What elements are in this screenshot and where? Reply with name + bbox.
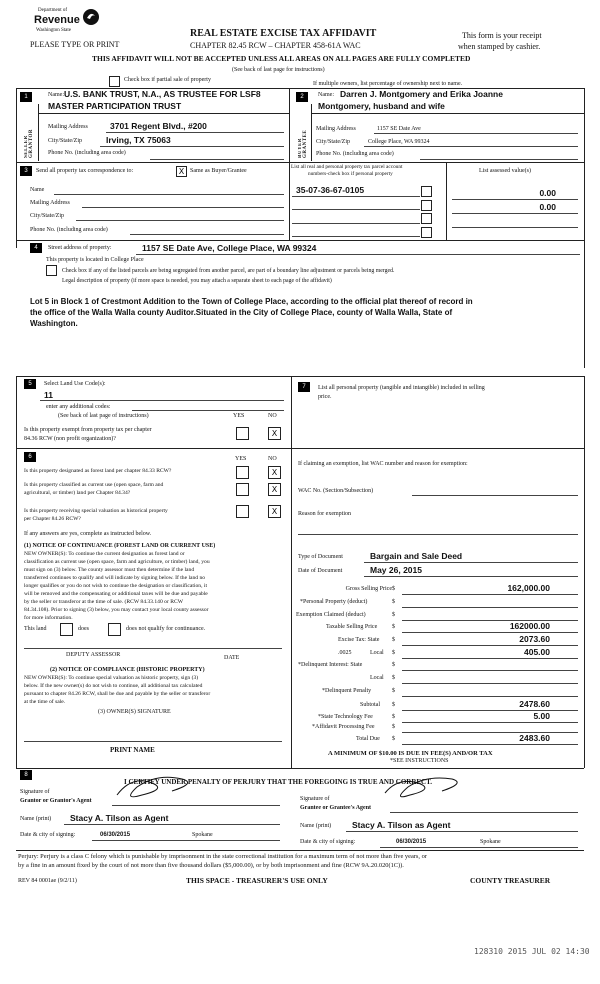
- section-6-number: 6: [24, 452, 36, 462]
- exempt-yes-checkbox[interactable]: [236, 427, 249, 440]
- street-label: Street address of property:: [48, 245, 112, 251]
- affidavit-fee-label: *Affidavit Processing Fee: [312, 724, 375, 730]
- assessed-value-2: 0.00: [539, 202, 556, 212]
- rev-number: REV 84 0001ae (9/2/11): [18, 878, 77, 884]
- forest-yes-checkbox[interactable]: [236, 466, 249, 479]
- street-address: 1157 SE Date Ave, College Place, WA 99324: [142, 243, 317, 253]
- notice2-line4: at the time of sale.: [24, 699, 66, 705]
- doc-type: Bargain and Sale Deed: [370, 551, 463, 561]
- notice2-line2: below. If the new owner(s) do not wish to continue, all additional tax calculated: [24, 683, 203, 689]
- buyer-name-line2: Montgomery, husband and wife: [318, 101, 445, 111]
- legal-line2: the office of the Walla Walla county Auditor.Situated in the City of College Place, county of Walla Walla, State of: [30, 308, 453, 317]
- notice1-line9: for more information.: [24, 615, 73, 621]
- total-value: 2483.60: [519, 733, 550, 743]
- grantee-sig-label-1: Signature of: [300, 796, 330, 802]
- assessed-header: List assessed value(s): [479, 168, 531, 174]
- historic-yes-checkbox[interactable]: [236, 505, 249, 518]
- minimum-due: A MINIMUM OF $10.00 IS DUE IN FEE(S) AND/OR TAX: [328, 750, 493, 757]
- notice2-line1: NEW OWNER(S): To continue special valuation as historic property, sign (3): [24, 675, 199, 681]
- local-label: Local: [370, 650, 384, 656]
- tech-fee-label: *State Technology Fee: [318, 714, 373, 720]
- grantor-city: Spokane: [192, 832, 213, 838]
- complete-instruction: If any answers are yes, complete as instructed below.: [24, 531, 152, 537]
- buyer-city: College Place, WA 99324: [368, 139, 430, 145]
- buyer-side-label: BUYER GRANTEE: [298, 129, 308, 158]
- land-use-label: Select Land Use Code(s):: [44, 381, 106, 387]
- corr-mailing-label: Mailing Address: [30, 200, 70, 206]
- section-8-number: 8: [20, 770, 32, 780]
- seller-city-label: City/State/Zip: [48, 138, 82, 144]
- section-5-number: 5: [24, 379, 36, 389]
- excise-state-dollar: $: [392, 637, 395, 643]
- excise-state-label: Excise Tax: State: [338, 637, 380, 643]
- deputy-assessor: DEPUTY ASSESSOR: [66, 652, 121, 658]
- current-use-q-line1: Is this property classified as current use (open space, farm and: [24, 482, 164, 488]
- corr-name-label: Name: [30, 187, 45, 193]
- doc-date-label: Date of Document: [298, 568, 343, 574]
- grantor-date-city-label: Date & city of signing:: [20, 832, 76, 838]
- segregated-label: Check box if any of the listed parcels are being segregated from another parcel, are part of a boundary line adjustment or parcels being merged.: [62, 268, 395, 274]
- delinquent-local-dollar: $: [392, 675, 395, 681]
- corr-phone-label: Phone No. (including area code): [30, 227, 108, 233]
- see-back: (See back of last page for instructions): [232, 67, 325, 73]
- notice1-line2: classification as current use (open space, farm and agriculture, or timber) land, you: [24, 559, 210, 565]
- grantor-signature-icon: [112, 773, 202, 803]
- parcel-header-2: numbers-check box if personal property: [308, 171, 393, 177]
- exempt-q2: 84.36 RCW (non profit organization)?: [24, 436, 116, 442]
- taxable-value: 162000.00: [509, 621, 550, 631]
- notice2-title: (2) NOTICE OF COMPLIANCE (HISTORIC PROPERTY): [50, 667, 205, 673]
- total-label: Total Due: [356, 736, 380, 742]
- legal-line1: Lot 5 in Block 1 of Crestmont Addition to the Town of College Place, according to the official plat thereof of record in: [30, 297, 473, 306]
- grantee-signature-icon: [380, 773, 470, 803]
- seller-address-label: Mailing Address: [48, 124, 88, 130]
- notice1-line8: 84.34.108). Prior to signing (3) below, you may contact your local county assessor: [24, 607, 209, 613]
- notice1-title: (1) NOTICE OF CONTINUANCE (FOREST LAND OR CURRENT USE): [24, 543, 216, 549]
- grantee-date: 06/30/2015: [396, 839, 427, 845]
- current-use-yes-checkbox[interactable]: [236, 483, 249, 496]
- grantor-sig-label-1: Signature of: [20, 789, 50, 795]
- local-rate: .0025: [338, 650, 352, 656]
- doc-type-label: Type of Document: [298, 554, 343, 560]
- grantee-sig-label-2: Grantee or Grantee's Agent: [300, 805, 372, 811]
- subtotal-value: 2478.60: [519, 699, 550, 709]
- logo-line3: Washington State: [36, 28, 72, 33]
- same-as-buyer-label: Same as Buyer/Grantee: [190, 168, 247, 174]
- form-title: REAL ESTATE EXCISE TAX AFFIDAVIT: [190, 28, 377, 39]
- personal-deduct-label: *Personal Property (deduct): [300, 599, 368, 605]
- segregated-checkbox[interactable]: [46, 265, 57, 276]
- land-use-code: 11: [44, 390, 53, 400]
- section-1-number: 1: [20, 92, 32, 102]
- grantor-name-print: Stacy A. Tilson as Agent: [70, 813, 169, 823]
- certify-statement: I CERTIFY UNDER PENALTY OF PERJURY THAT THE FOREGOING IS TRUE AND CORRECT.: [124, 778, 433, 786]
- personal-property-line1: List all personal property (tangible and intangible) included in selling: [318, 385, 485, 391]
- legal-line3: Washington.: [30, 319, 78, 328]
- notice1-line6: will be removed and the compensating or additional taxes will be due and payable: [24, 591, 208, 597]
- taxable-dollar: $: [392, 624, 395, 630]
- personal-property-line2: price.: [318, 394, 332, 400]
- historic-q-line2: per Chapter 84.26 RCW?: [24, 516, 81, 522]
- affidavit-fee-dollar: $: [392, 724, 395, 730]
- treasurer-only: THIS SPACE - TREASURER'S USE ONLY: [186, 876, 328, 885]
- grantee-name-print: Stacy A. Tilson as Agent: [352, 820, 451, 830]
- doc-date: May 26, 2015: [370, 565, 422, 575]
- delinquent-interest-dollar: $: [392, 662, 395, 668]
- current-use-q-line2: agricultural, or timber) land per Chapter 84.34?: [24, 490, 131, 496]
- parcel-number-1: 35-07-36-67-0105: [296, 185, 365, 195]
- notice2-line3: pursuant to chapter 84.26 RCW, shall be due and payable by the seller or transferor: [24, 691, 211, 697]
- deputy-date: DATE: [224, 655, 240, 661]
- total-dollar: $: [392, 736, 395, 742]
- see-instructions: *SEE INSTRUCTIONS: [390, 758, 449, 764]
- see-back-instructions: (See back of last page of instructions): [58, 413, 149, 419]
- seller-name-line2: MASTER PARTICIPATION TRUST: [48, 101, 182, 111]
- additional-codes-label: enter any additional codes:: [46, 404, 111, 410]
- grantor-name-print-label: Name (print): [20, 816, 52, 822]
- buyer-name-label: Name:: [318, 92, 334, 98]
- recording-stamp: 128310 2015 JUL 02 14:30: [474, 947, 590, 956]
- county-treasurer: COUNTY TREASURER: [470, 876, 551, 885]
- partial-sale-label: Check box if partial sale of property: [124, 77, 211, 83]
- logo-line2: Revenue: [34, 14, 80, 26]
- reason-label: Reason for exemption: [298, 511, 351, 517]
- corr-city-label: City/State/Zip: [30, 213, 64, 219]
- buyer-city-label: City/State/Zip: [316, 139, 350, 145]
- receipt-note-1: This form is your receipt: [462, 31, 542, 40]
- grantor-date: 06/30/2015: [100, 832, 131, 838]
- exemption-deduct-dollar: $: [392, 612, 395, 618]
- subtotal-dollar: $: [392, 702, 395, 708]
- assessed-value-1: 0.00: [539, 188, 556, 198]
- delinquent-penalty-dollar: $: [392, 688, 395, 694]
- seller-phone-label: Phone No. (including area code): [48, 150, 126, 156]
- perjury-line2: by a fine in an amount fixed by the court of not more than five thousand dollars ($5,000.00), or by both imprisonment and fine (RCW 9A.20.020(1C)).: [18, 862, 404, 869]
- send-correspondence-label: Send all property tax correspondence to:: [36, 168, 134, 174]
- notice1-line7: by the seller or transferor at the time of sale. (RCW 84.33.140 or RCW: [24, 599, 183, 605]
- section6-no: NO: [268, 456, 277, 462]
- gross-dollar: $: [392, 586, 395, 592]
- personal-property-checkbox-4[interactable]: [421, 227, 432, 238]
- grantor-sig-label-2: Grantor or Grantor's Agent: [20, 798, 92, 804]
- buyer-phone-label: Phone No. (including area code): [316, 151, 394, 157]
- receipt-note-2: when stamped by cashier.: [458, 42, 541, 51]
- buyer-address: 1157 SE Date Ave: [377, 126, 421, 132]
- warning-text: THIS AFFIDAVIT WILL NOT BE ACCEPTED UNLESS ALL AREAS ON ALL PAGES ARE FULLY COMPLETED: [92, 54, 471, 63]
- subtotal-label: Subtotal: [360, 702, 381, 708]
- notice1-line5: longer qualifies or you do not wish to continue the designation or classification, it: [24, 583, 208, 589]
- delinquent-penalty-label: *Delinquent Penalty: [322, 688, 372, 694]
- dor-logo: [30, 8, 102, 38]
- exemption-deduct-label: Exemption Claimed (deduct): [296, 612, 366, 618]
- partial-sale-checkbox[interactable]: [109, 76, 120, 87]
- section-7-number: 7: [298, 382, 310, 392]
- owner-signature-label: (3) OWNER(S) SIGNATURE: [98, 709, 171, 715]
- seller-name-line1: U.S. BANK TRUST, N.A., AS TRUSTEE FOR LSF8: [64, 89, 261, 99]
- tech-fee-value: 5.00: [533, 711, 550, 721]
- seller-side-label: SELLER GRANTOR: [24, 129, 34, 158]
- personal-property-checkbox-3[interactable]: [421, 213, 432, 224]
- please-type: PLEASE TYPE OR PRINT: [30, 40, 120, 49]
- form-chapter: CHAPTER 82.45 RCW – CHAPTER 458-61A WAC: [190, 41, 361, 50]
- delinquent-local-label: Local: [370, 675, 384, 681]
- same-as-buyer-checkbox[interactable]: X: [176, 166, 187, 177]
- seller-address: 3701 Regent Blvd., #200: [110, 121, 207, 131]
- historic-no-checkbox[interactable]: X: [268, 505, 281, 518]
- historic-q-line1: Is this property receiving special valuation as historical property: [24, 508, 168, 514]
- exempt-no-checkbox[interactable]: X: [268, 427, 281, 440]
- forest-no-checkbox[interactable]: X: [268, 466, 281, 479]
- notice1-line3: must sign on (3) below. The county assessor must then determine if the land: [24, 567, 195, 573]
- does-label: does: [78, 626, 89, 632]
- exempt-q1: Is this property exempt from property tax per chapter: [24, 427, 152, 433]
- perjury-line1: Perjury: Perjury is a class C felony which is punishable by imprisonment in the state correctional institution for a maximum term of not more than five years, or: [18, 853, 427, 860]
- personal-property-checkbox-2[interactable]: [421, 200, 432, 211]
- seller-name-label: Name:: [48, 92, 64, 98]
- legal-label: Legal description of property (if more space is needed, you may attach a separate sheet to each page of the affidavit): [62, 278, 332, 284]
- local-value: 405.00: [524, 647, 550, 657]
- tech-fee-dollar: $: [392, 714, 395, 720]
- notice1-line4: transferred continues to qualify and will indicate by signing below. If the land no: [24, 575, 206, 581]
- this-land-label: This land: [24, 626, 47, 632]
- section5-no: NO: [268, 413, 277, 419]
- located-in: This property is located in College Place: [46, 257, 144, 263]
- excise-state-value: 2073.60: [519, 634, 550, 644]
- delinquent-interest-label: *Delinquent Interest: State: [298, 662, 363, 668]
- wac-label: WAC No. (Section/Subsection): [298, 488, 374, 494]
- does-checkbox[interactable]: [60, 623, 73, 636]
- grantee-date-city-label: Date & city of signing:: [300, 839, 356, 845]
- notice1-line1: NEW OWNER(S): To continue the current designation as forest land or: [24, 551, 185, 557]
- logo-line1: Department of: [38, 8, 68, 13]
- current-use-no-checkbox[interactable]: X: [268, 483, 281, 496]
- does-not-label: does not qualify for continuance.: [126, 626, 206, 632]
- multiple-owners: If multiple owners, list percentage of ownership next to name.: [313, 81, 463, 87]
- buyer-name-line1: Darren J. Montgomery and Erika Joanne: [340, 89, 503, 99]
- forest-q: Is this property designated as forest land per chapter 84.33 RCW?: [24, 468, 172, 474]
- personal-deduct-dollar: $: [392, 599, 395, 605]
- print-name-label: PRINT NAME: [110, 746, 155, 754]
- seller-city: Irving, TX 75063: [106, 135, 171, 145]
- grantee-city: Spokane: [480, 839, 501, 845]
- personal-property-checkbox-1[interactable]: [421, 186, 432, 197]
- exemption-claim: If claiming an exemption, list WAC number and reason for exemption:: [298, 461, 468, 467]
- taxable-label: Taxable Selling Price: [326, 624, 378, 630]
- section6-yes: YES: [235, 456, 247, 462]
- section-3-number: 3: [20, 166, 32, 176]
- does-not-checkbox[interactable]: [108, 623, 121, 636]
- gross-value: 162,000.00: [507, 583, 550, 593]
- parcel-header-1: List all real and personal property tax parcel account: [291, 164, 403, 170]
- buyer-address-label: Mailing Address: [316, 126, 356, 132]
- section-2-number: 2: [296, 92, 308, 102]
- section5-yes: YES: [233, 413, 245, 419]
- local-dollar: $: [392, 650, 395, 656]
- logo-swirl-icon: [82, 8, 100, 26]
- gross-label: Gross Selling Price: [345, 586, 392, 592]
- section-4-number: 4: [30, 243, 42, 253]
- grantee-name-print-label: Name (print): [300, 823, 332, 829]
